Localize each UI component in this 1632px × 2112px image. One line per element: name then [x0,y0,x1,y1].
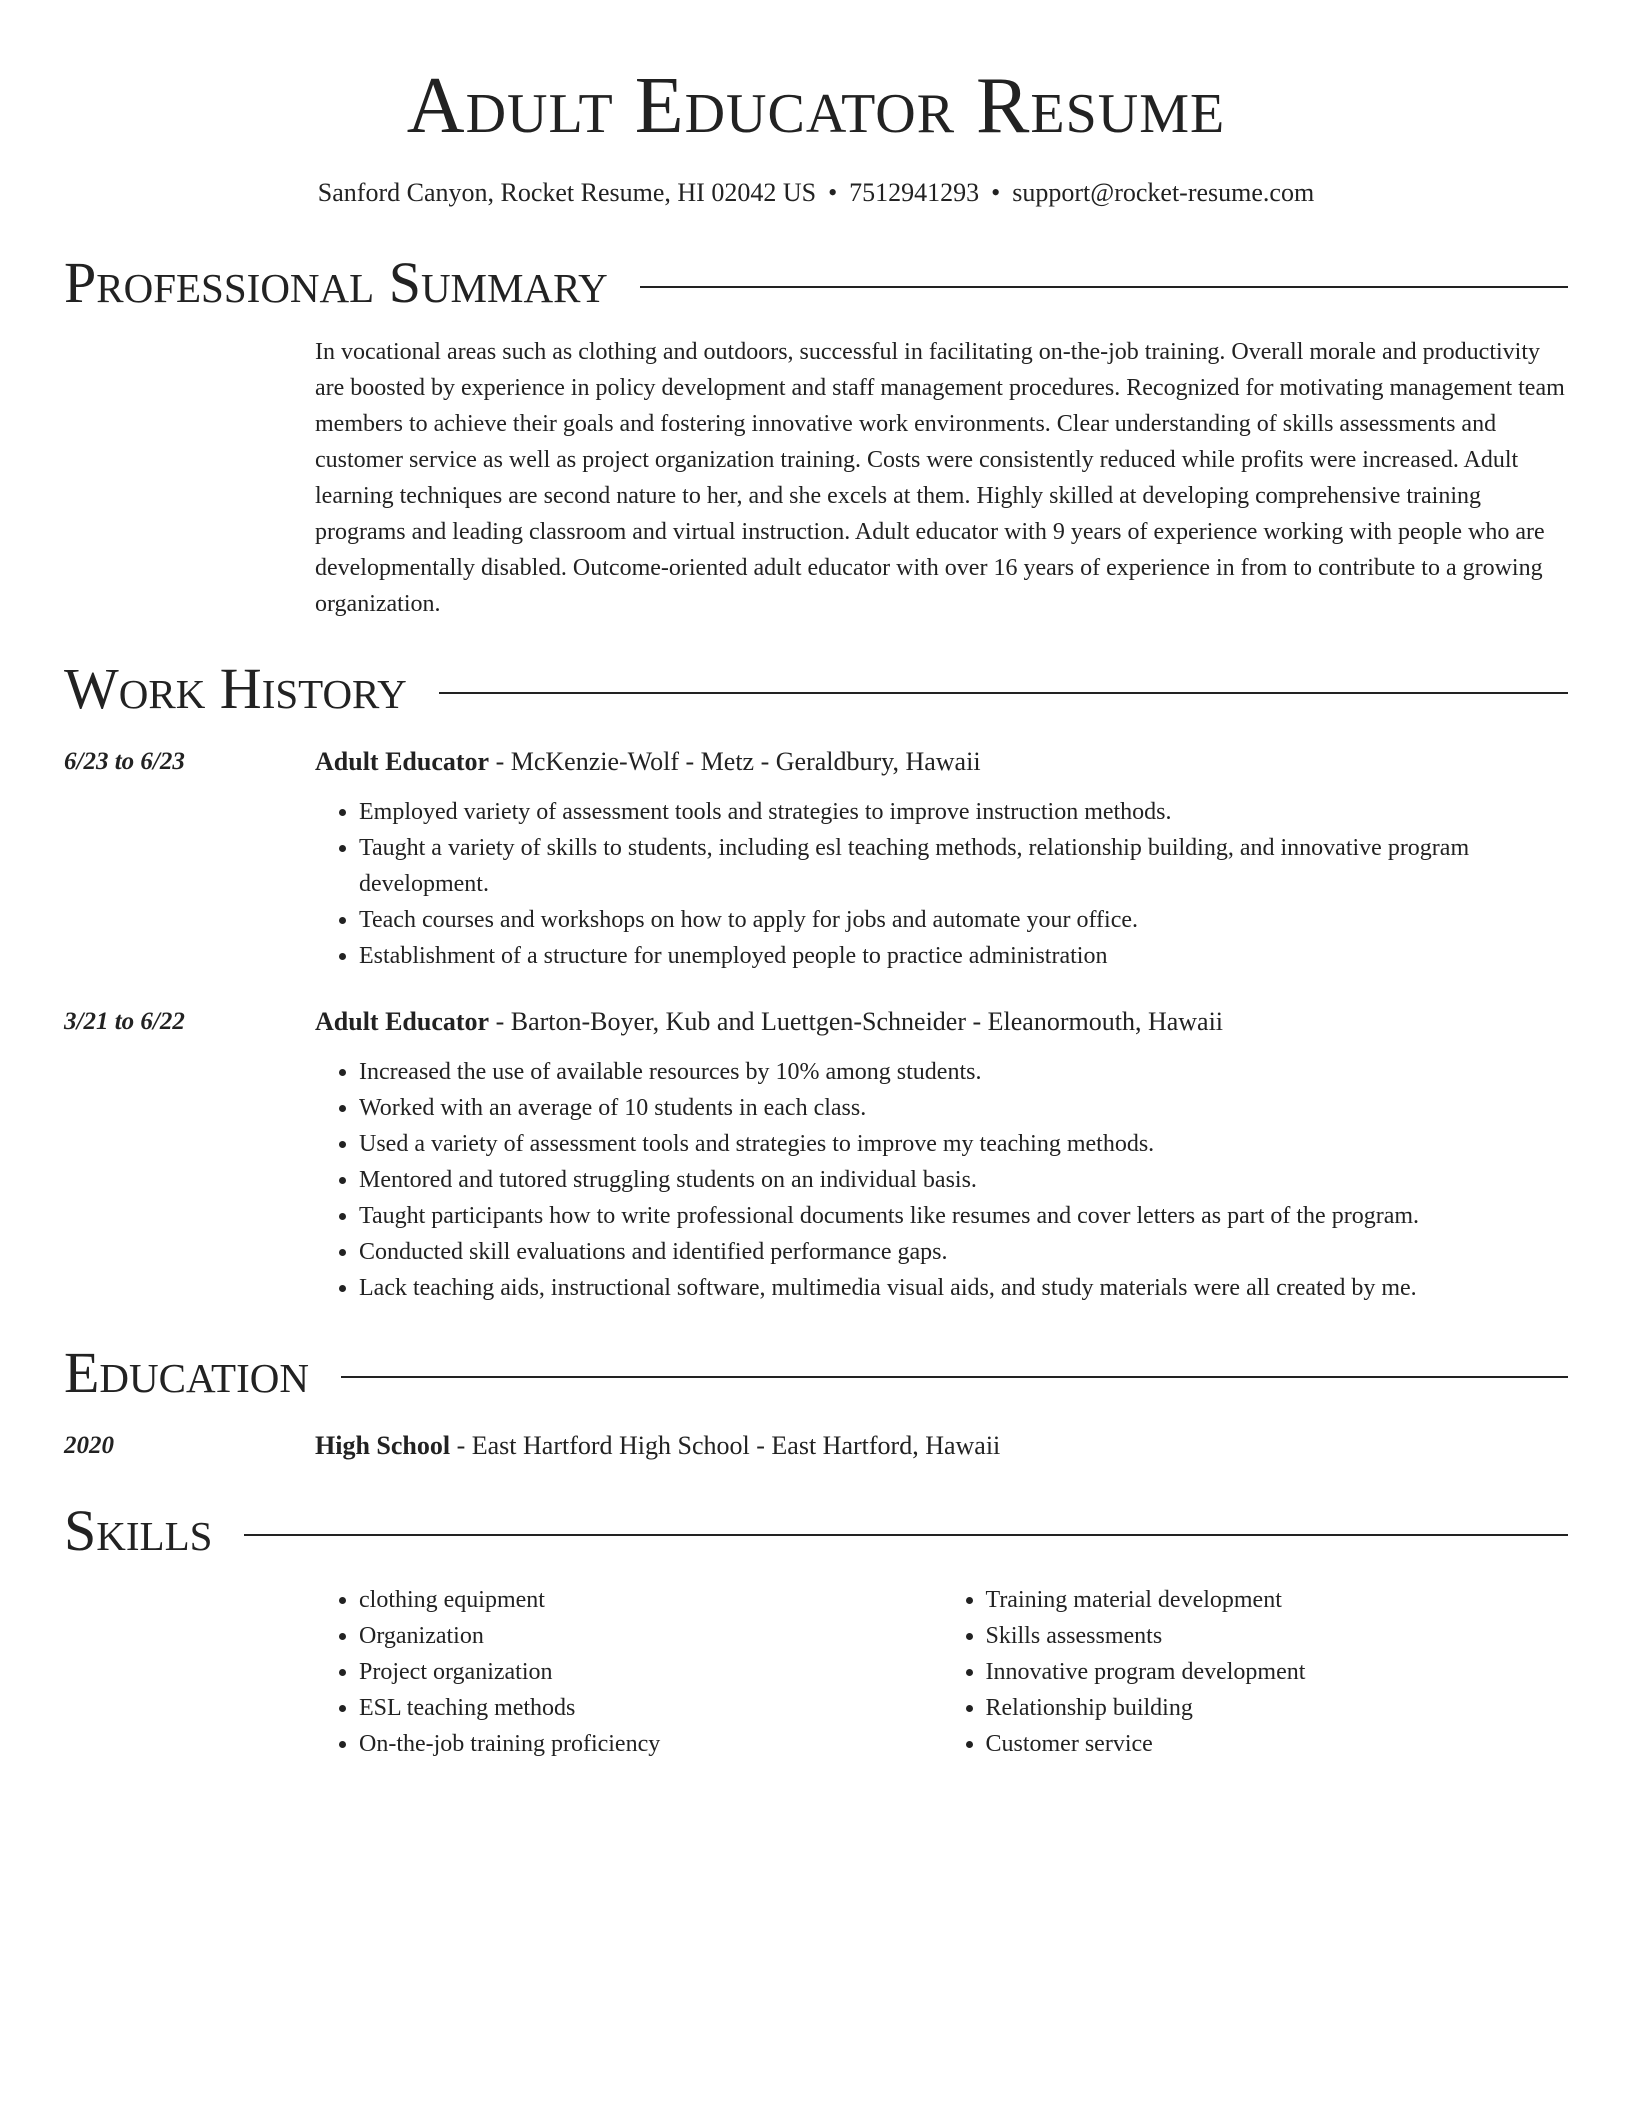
education-degree: High School [315,1431,451,1460]
skill-item: • Skills assessments [986,1618,1569,1654]
section-divider [439,692,1568,694]
job-title: Adult Educator [315,1007,490,1036]
education-entry [64,1428,1568,1464]
contact-separator: • [991,178,1001,207]
education-date: 2020 [64,1432,114,1459]
job-bullet: • Mentored and tutored struggling students on an individual basis. [359,1162,1568,1198]
skill-item: • Innovative program development [986,1654,1569,1690]
summary-section-header [64,250,1568,316]
contact-phone: 7512941293 [849,178,980,207]
skill-item: • Organization [359,1618,942,1654]
job-bullets [315,794,1568,974]
job-bullet: • Lack teaching aids, instructional software, multimedia visual aids, and study materials were all created by me. [359,1270,1568,1306]
job-bullet: • Used a variety of assessment tools and strategies to improve my teaching methods. [359,1126,1568,1162]
skills-section-header [64,1498,1568,1564]
job-body [315,744,1568,974]
job-heading [315,1004,1568,1040]
contact-email: support@rocket-resume.com [1012,178,1315,207]
work-heading: Work History [64,656,407,721]
job-bullet: • Teach courses and workshops on how to apply for jobs and automate your office. [359,902,1568,938]
skill-item: • On-the-job training proficiency [359,1726,942,1762]
skills-list [315,1582,1568,1762]
summary-heading: Professional Summary [64,250,608,315]
job-bullet: • Employed variety of assessment tools and strategies to improve instruction methods. [359,794,1568,830]
section-divider [244,1534,1568,1536]
education-heading: Education [64,1340,309,1405]
job-bullets [315,1054,1568,1306]
job-dates: 6/23 to 6/23 [64,748,185,775]
job-bullet: • Worked with an average of 10 students in each class. [359,1090,1568,1126]
education-heading-line [315,1428,1568,1464]
job-dates: 3/21 to 6/22 [64,1008,185,1035]
job-bullet: • Establishment of a structure for unemployed people to practice administration [359,938,1568,974]
job-body [315,1004,1568,1306]
skill-item: • Project organization [359,1654,942,1690]
job-bullet: • Increased the use of available resources by 10% among students. [359,1054,1568,1090]
contact-address: Sanford Canyon, Rocket Resume, HI 02042 US [317,178,817,207]
job-bullet: • Taught participants how to write professional documents like resumes and cover letters as part of the program. [359,1198,1568,1234]
contact-separator: • [828,178,838,207]
skill-item: • ESL teaching methods [359,1690,942,1726]
skills-column-left [315,1582,942,1762]
skill-item: • Customer service [986,1726,1569,1762]
skills-heading: Skills [64,1498,213,1563]
skill-item: • Training material development [986,1582,1569,1618]
resume-title: Adult Educator Resume [406,62,1226,150]
job-title: Adult Educator [315,747,490,776]
job-bullet: • Conducted skill evaluations and identified performance gaps. [359,1234,1568,1270]
job-heading [315,744,1568,780]
education-details: - East Hartford High School - East Hartford, Hawaii [450,1431,1001,1460]
contact-line [64,176,1568,210]
job-details: - Barton-Boyer, Kub and Luettgen-Schneider - Eleanormouth, Hawaii [489,1007,1224,1036]
skill-item: • clothing equipment [359,1582,942,1618]
education-body [315,1428,1568,1464]
section-divider [341,1376,1568,1378]
work-section-header [64,656,1568,722]
summary-text: In vocational areas such as clothing and outdoors, successful in facilitating on-the-job training. Overall morale and productivity are boosted by experience in policy development and staff management procedures. Recognized for motivating management team members to achieve their goals and fostering innovative work environments. Clear understanding of skills assessments and customer service as well as project organization training. Costs were consistently reduced while profits were increased. Adult learning techniques are second nature to her, and she excels at them. Highly skilled at developing comprehensive training programs and leading classroom and virtual instruction. Adult educator with 9 years of experience working with people who are developmentally disabled. Outcome-oriented adult educator with over 16 years of experience in from to contribute to a growing organization. [315,339,1565,617]
education-section-header [64,1340,1568,1406]
job-bullet: • Taught a variety of skills to students, including esl teaching methods, relationship building, and innovative program development. [359,830,1568,902]
skills-column-right [942,1582,1569,1762]
skill-item: • Relationship building [986,1690,1569,1726]
job-entry [64,1004,1568,1306]
job-entry [64,744,1568,974]
section-divider [640,286,1568,288]
job-details: - McKenzie-Wolf - Metz - Geraldbury, Hawaii [489,747,981,776]
